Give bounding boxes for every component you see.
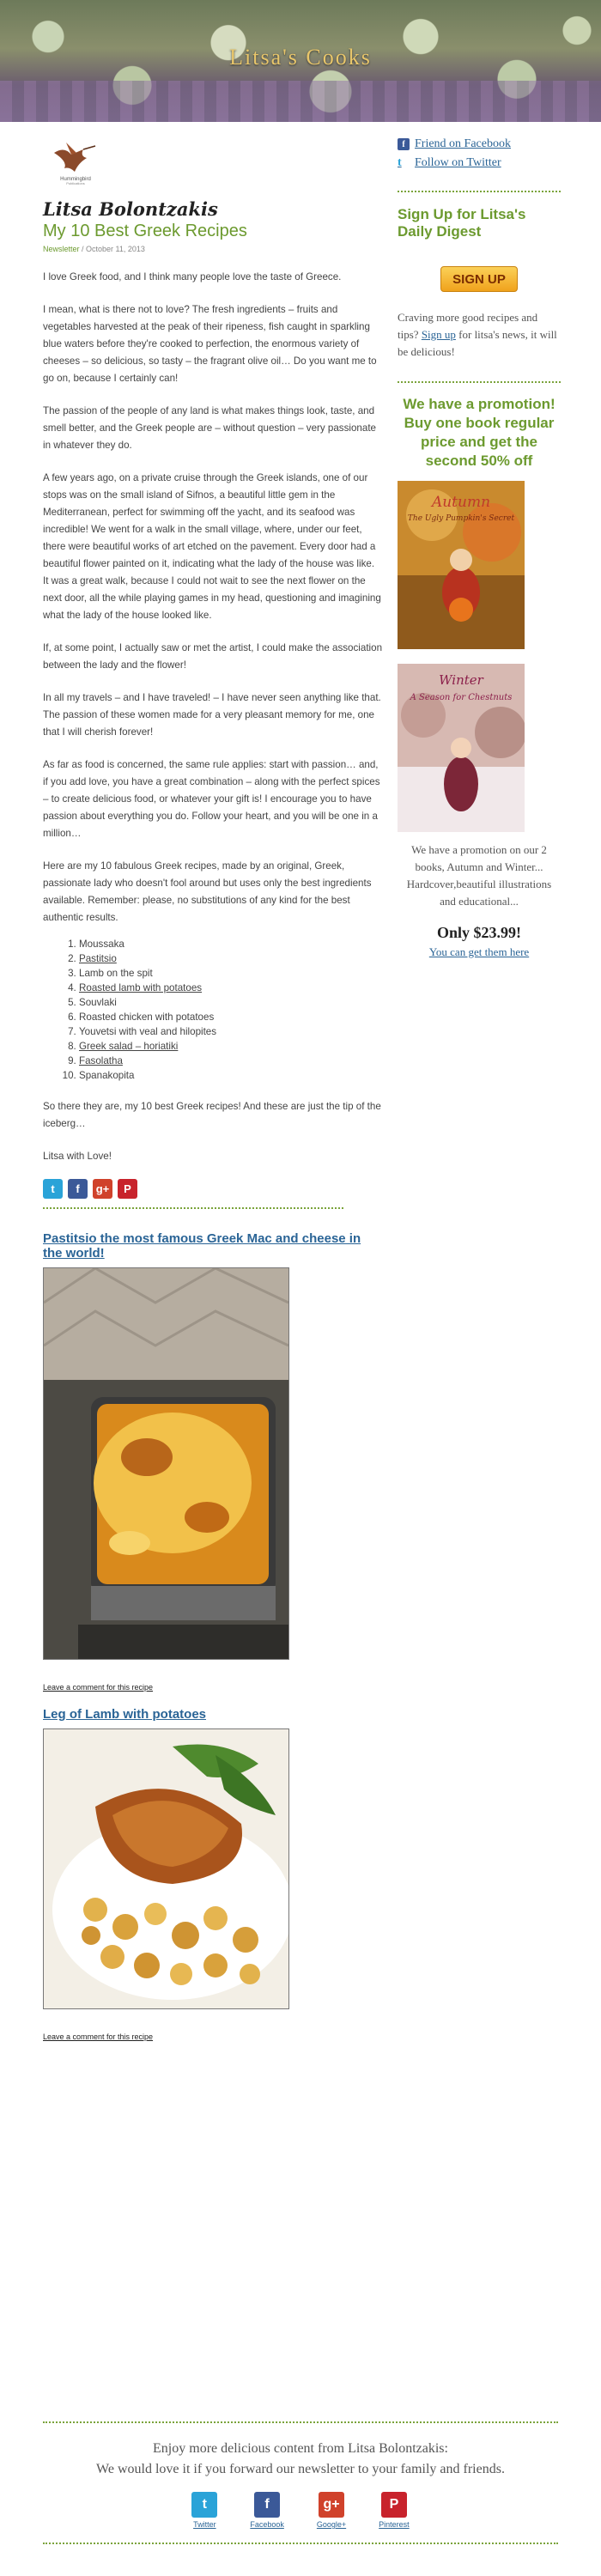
twitter-share-icon[interactable]: t <box>43 1179 63 1199</box>
divider <box>43 1207 343 1209</box>
hummingbird-logo <box>46 137 106 185</box>
book-title: Winter <box>439 672 483 688</box>
facebook-share-icon[interactable]: f <box>68 1179 88 1199</box>
article-date: October 11, 2013 <box>86 245 145 253</box>
twitter-link[interactable] <box>398 156 561 170</box>
footer-twitter[interactable] <box>191 2492 217 2529</box>
sidebar <box>398 137 561 959</box>
twitter-icon: t <box>398 156 402 169</box>
promo-price: Only $23.99! <box>436 924 521 941</box>
paragraph: I mean, what is there not to love? The fresh ingredients – fruits and vegetables harvested at the peak of their ripeness, fish caught in sparkling blue waters before they're cooked to perfection, the enormous variety of cheeses – so delicious, so tasty – the fragrant olive oil… Do you want me to go on, because I certainly can! <box>43 304 377 384</box>
book-subtitle: A Season for Chestnuts <box>410 693 513 702</box>
divider <box>398 381 561 383</box>
footer-social-icons <box>43 2492 558 2529</box>
divider <box>43 2421 558 2423</box>
post-title-pastitsio[interactable]: Pastitsio the most famous Greek Mac and cheese in the world! <box>43 1231 361 1261</box>
paragraph: In all my travels – and I have traveled! – I have never seen anything like that. The passion of these women made for a very pleasant memory for me, one that I will cherish forever! <box>43 692 381 738</box>
recipe-link-fasolatha[interactable]: Fasolatha <box>79 1055 123 1066</box>
list-item: 6. Roasted chicken with potatoes <box>79 1010 382 1024</box>
category-link[interactable]: Newsletter <box>43 245 80 253</box>
list-item: 7. Youvetsi with veal and hilopites <box>79 1024 382 1039</box>
banner-title: Litsa's Cooks <box>229 45 372 70</box>
pinterest-label: Pinterest <box>379 2520 410 2529</box>
recipe-link-greek-salad[interactable]: Greek salad – horiatiki <box>79 1041 179 1052</box>
footer-pinterest[interactable] <box>379 2492 410 2529</box>
recipe-link-roasted-lamb[interactable]: Roasted lamb with potatoes <box>79 982 203 993</box>
list-item: 10. Spanakopita <box>79 1068 382 1083</box>
facebook-label: Facebook <box>250 2520 284 2529</box>
footer <box>43 2421 558 2544</box>
paragraph: If, at some point, I actually saw or met the artist, I could make the association between the lady and the flower! <box>43 642 383 671</box>
footer-text <box>43 2439 558 2480</box>
googleplus-icon: g+ <box>319 2492 344 2518</box>
autumn-book-cover[interactable] <box>398 481 525 649</box>
winter-book-cover[interactable] <box>398 664 525 832</box>
signup-link[interactable]: Sign up <box>421 328 456 341</box>
paragraph: A few years ago, on a private cruise through the Greek islands, one of our stops was on the small island of Sifnos, a beautiful little gem in the Mediterranean, perfect for swimming off the yacht, and its seafood was incredible! We went for a walk in the small village, where, under our feet, there were beautiful works of art etched on the pavement. Every door had a beautiful flower painted on it, indicating what the lady of the house was like. It was a great walk, because I could not wait to see the next flower on the next door, all the while playing games in my head, questioning and imagining what the lady of the house looked like. <box>43 472 381 621</box>
get-books-link[interactable]: You can get them here <box>428 945 530 958</box>
book-title: Autumn <box>431 494 491 511</box>
pastitsio-photo <box>43 1267 289 1660</box>
signup-heading: Sign Up for Litsa's Daily Digest <box>398 206 526 240</box>
header-banner <box>0 0 601 122</box>
share-buttons <box>43 1179 382 1199</box>
leave-comment-link[interactable]: Leave a comment for this recipe <box>43 1683 154 1692</box>
list-item <box>79 1054 382 1068</box>
recipe-link-pastitsio[interactable]: Pastitsio <box>79 953 117 964</box>
list-item: 5. Souvlaki <box>79 995 382 1010</box>
signoff: Litsa with Love! <box>43 1151 112 1162</box>
signup-rest: for litsa's news, it will be delicious! <box>398 328 557 358</box>
pinterest-icon: P <box>381 2492 407 2518</box>
twitter-icon: t <box>191 2492 217 2518</box>
paragraph: I love Greek food, and I think many people love the taste of Greece. <box>43 271 342 283</box>
author-signature: Litsa Bolontzakis <box>43 198 218 220</box>
promo-text: We have a promotion on our 2 books, Autumn and Winter... Hardcover,beautiful illustrations and educational... <box>406 843 552 908</box>
promo-heading: We have a promotion! Buy one book regular price and get the second 50% off <box>403 396 555 469</box>
list-item <box>79 1039 382 1054</box>
footer-facebook[interactable] <box>250 2492 284 2529</box>
logo-sub: Publications <box>66 181 85 185</box>
craving-text: Craving more good recipes and tips? <box>398 311 538 341</box>
divider <box>398 191 561 192</box>
paragraph: As far as food is concerned, the same rule applies: start with passion… and, if you add love, you have a great combination – along with the perfect spices – to create delicious food, or whatever your gift is! I encourage you to have passion about everything you do. Follow your heart, and you will be one in a million… <box>43 759 380 839</box>
logo-name: Hummingbird <box>60 177 91 182</box>
post-title-leg-of-lamb[interactable]: Leg of Lamb with potatoes <box>43 1707 206 1722</box>
list-item: 3. Lamb on the spit <box>79 966 382 981</box>
list-item: 1. Moussaka <box>79 937 382 951</box>
twitter-label: Twitter <box>193 2520 216 2529</box>
facebook-icon: f <box>254 2492 280 2518</box>
footer-line-2: We would love it if you forward our newsletter to your family and friends. <box>96 2462 505 2476</box>
googleplus-label: Google+ <box>316 2520 347 2529</box>
article-title: My 10 Best Greek Recipes <box>43 222 247 240</box>
facebook-icon: f <box>398 138 410 150</box>
facebook-link[interactable] <box>398 137 561 151</box>
footer-line-1: Enjoy more delicious content from Litsa Bolontzakis: <box>153 2441 448 2456</box>
divider <box>43 2543 558 2544</box>
leg-of-lamb-photo <box>43 1728 289 2009</box>
main-column <box>43 137 382 2041</box>
list-item <box>79 951 382 966</box>
paragraph: Here are my 10 fabulous Greek recipes, made by an original, Greek, passionate lady who doesn't fool around but uses only the best ingredients available. Remember: please, no substitutions of any kind for the best authentic results. <box>43 860 372 923</box>
footer-googleplus[interactable] <box>317 2492 346 2529</box>
closing-paragraph: So there they are, my 10 best Greek recipes! And these are just the tip of the iceberg… <box>43 1101 381 1129</box>
pinterest-share-icon[interactable]: P <box>118 1179 137 1199</box>
twitter-link-label: Follow on Twitter <box>415 156 501 169</box>
leave-comment-link[interactable]: Leave a comment for this recipe <box>43 2032 154 2041</box>
paragraph: The passion of the people of any land is what makes things look, taste, and smell better, and the Greek people are – without question – very passionate in whatever they do. <box>43 405 376 451</box>
recipe-list <box>43 937 382 1083</box>
signup-button[interactable]: SIGN UP <box>440 266 518 292</box>
googleplus-share-icon[interactable]: g+ <box>93 1179 112 1199</box>
list-item <box>79 981 382 995</box>
facebook-link-label: Friend on Facebook <box>415 137 511 150</box>
article-meta: Newsletter / October 11, 2013 <box>43 245 145 253</box>
signup-text <box>398 309 561 361</box>
book-subtitle: The Ugly Pumpkin's Secret <box>407 514 515 523</box>
